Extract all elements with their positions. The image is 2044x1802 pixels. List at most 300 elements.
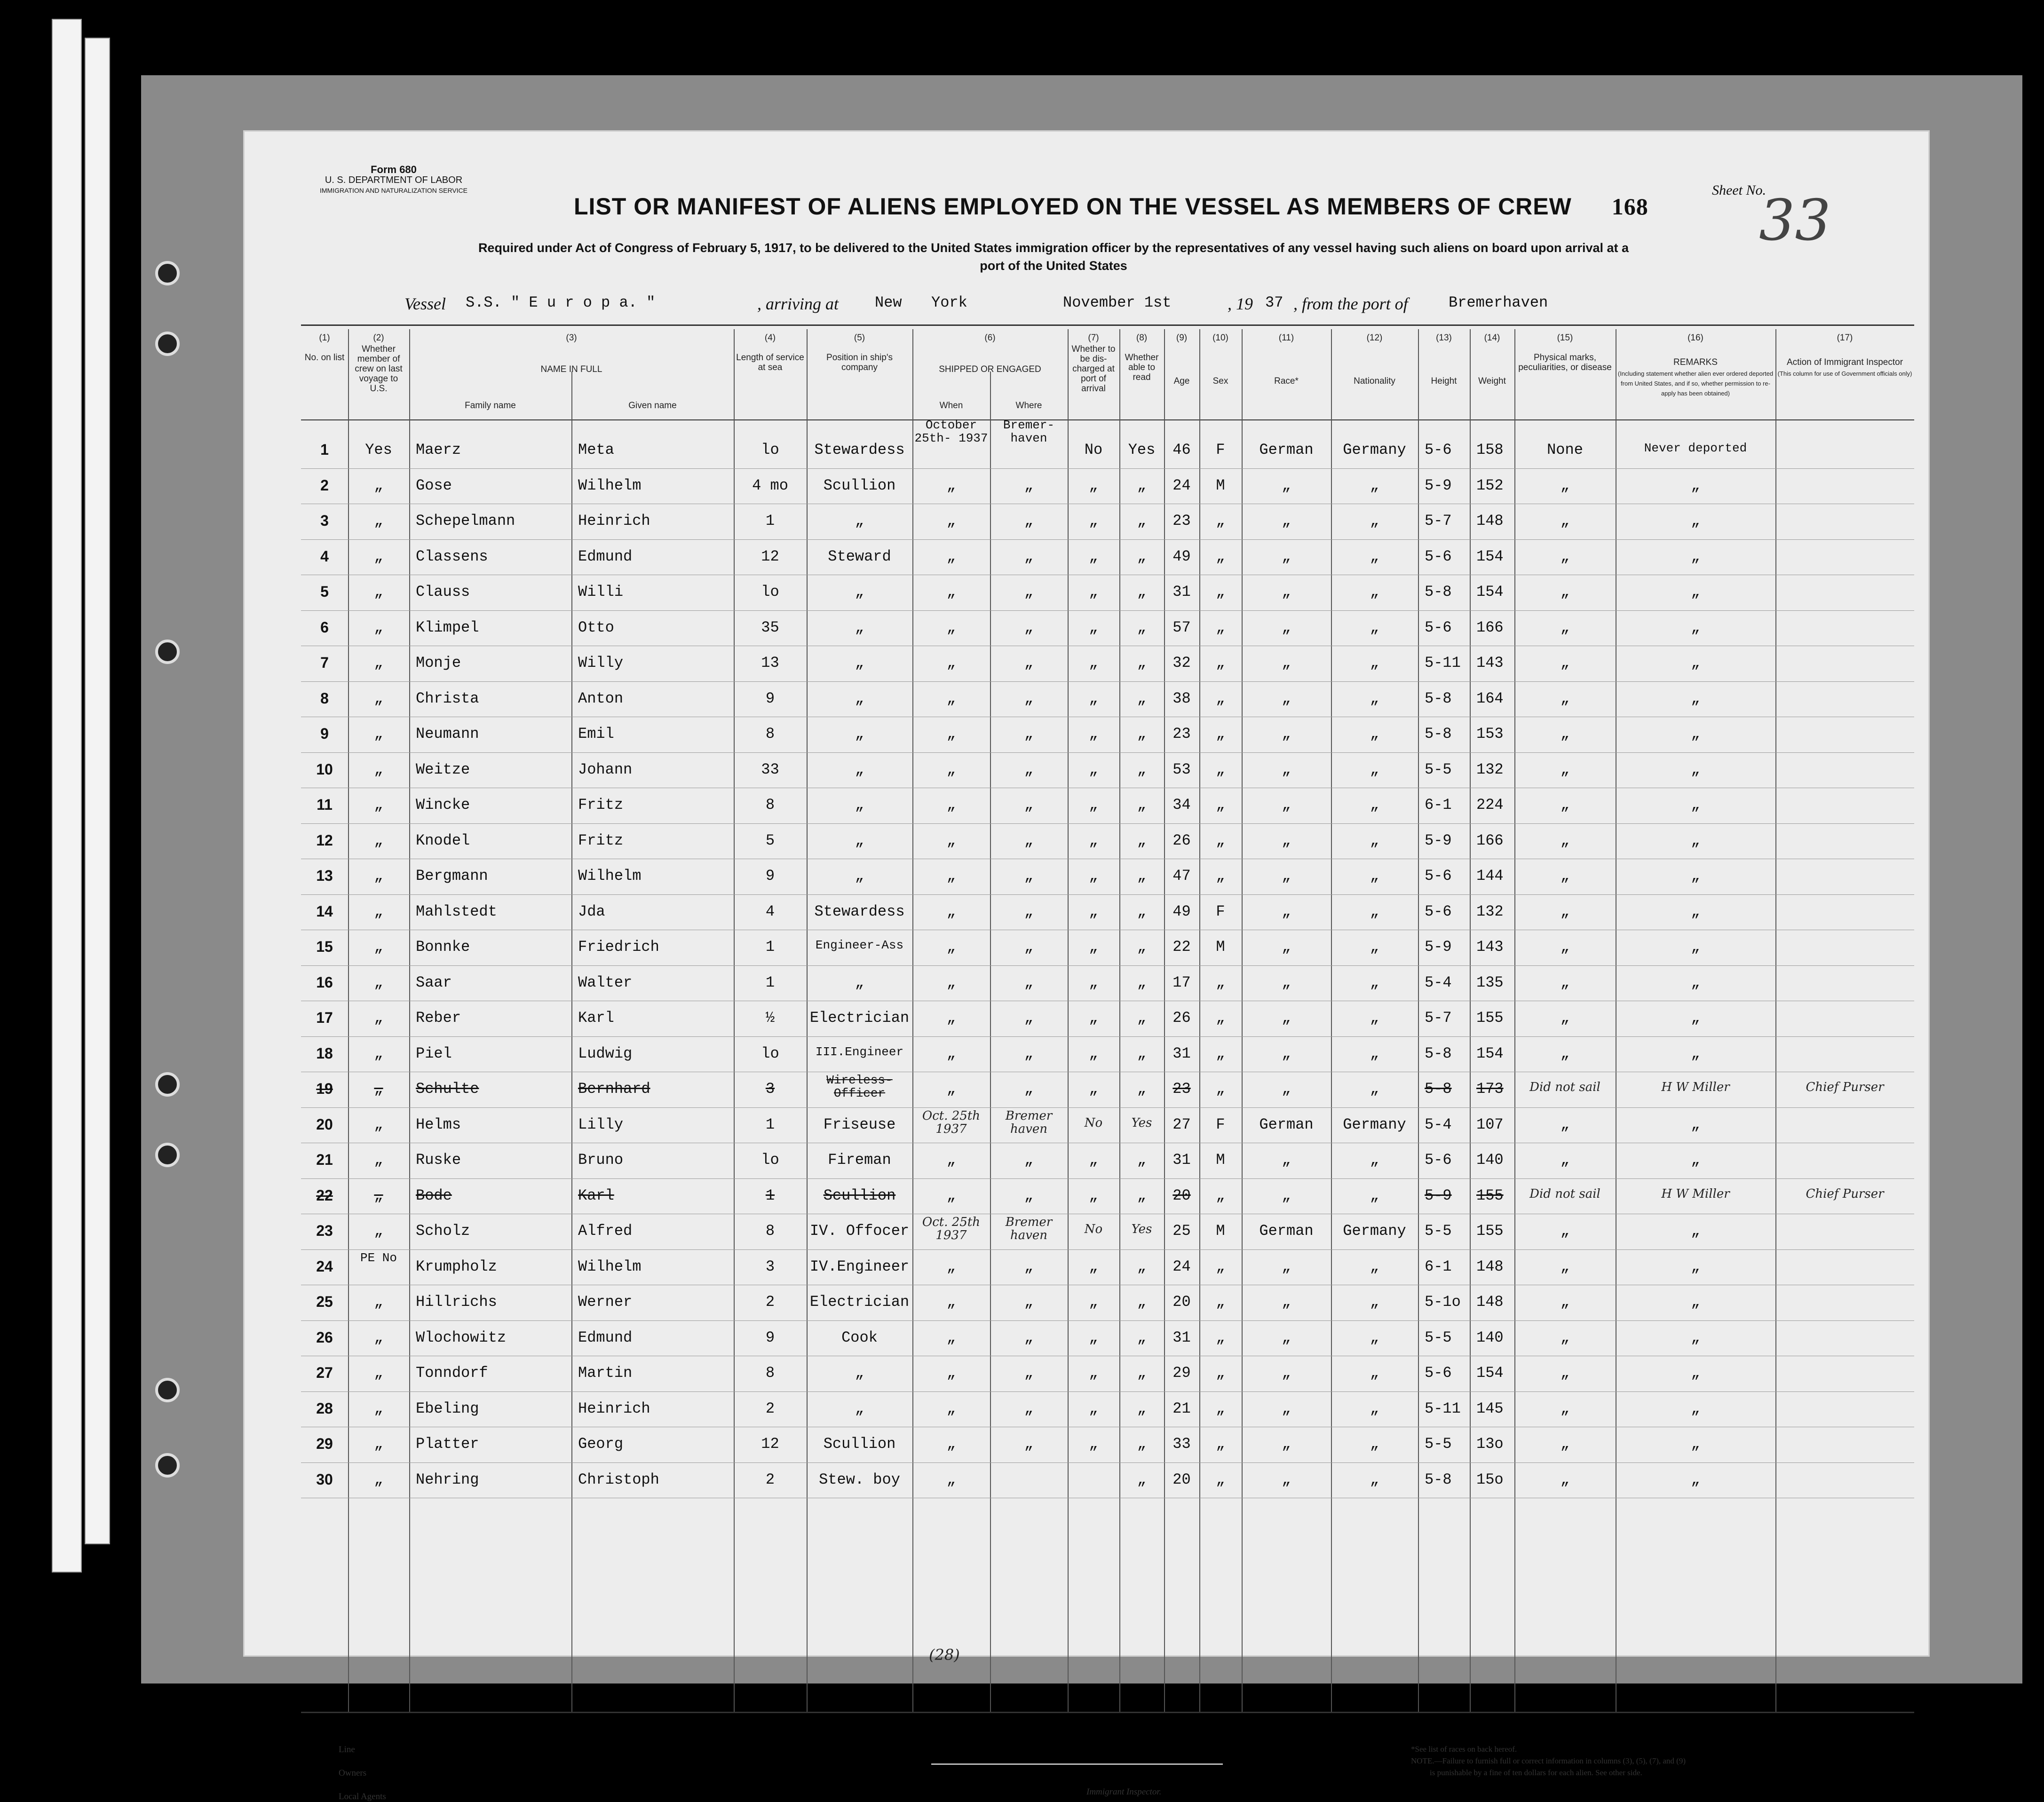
- cell-height: 5-5: [1425, 760, 1452, 778]
- cell-given: Alfred: [578, 1222, 633, 1240]
- cell-no: 5: [320, 583, 329, 600]
- cell-marks: Did not sail: [1529, 1080, 1600, 1094]
- cell-marks: „: [1560, 583, 1570, 601]
- cell-family: Ebeling: [416, 1399, 479, 1417]
- column-number-c5: (5): [854, 333, 865, 343]
- cell-age: 31: [1173, 583, 1191, 601]
- cell-age: 20: [1173, 1470, 1191, 1488]
- cell-race: German: [1259, 1222, 1314, 1240]
- cell-where: „: [1024, 725, 1034, 743]
- cell-age: 22: [1173, 938, 1191, 956]
- cell-no: 13: [316, 867, 333, 884]
- cell-weight: 148: [1476, 1293, 1504, 1311]
- cell-height: 5-9: [1425, 938, 1452, 956]
- cell-age: 23: [1173, 512, 1191, 530]
- cell-when: „: [946, 1470, 956, 1488]
- cell-read: „: [1137, 547, 1147, 565]
- cell-family: Scholz: [416, 1222, 470, 1240]
- cell-height: 5-5: [1425, 1435, 1452, 1453]
- cell-family: Saar: [416, 973, 452, 991]
- page-number: 168: [1611, 193, 1648, 220]
- cell-no: 9: [320, 725, 329, 742]
- cell-sex: „: [1216, 831, 1225, 849]
- column-label-c13: Height: [1431, 376, 1457, 386]
- footer-note-2: NOTE.—Failure to furnish full or correct information in columns (3), (5), (7), and (9): [1411, 1756, 1686, 1765]
- cell-disch: „: [1089, 476, 1098, 494]
- header-top-rule: [301, 324, 1914, 326]
- subtitle-line-2: port of the United States: [980, 259, 1127, 273]
- column-rule: [990, 371, 991, 1712]
- cell-sex: „: [1216, 760, 1225, 778]
- cell-when: „: [946, 902, 956, 920]
- cell-age: 31: [1173, 1044, 1191, 1062]
- cell-age: 49: [1173, 547, 1191, 565]
- cell-family: Clauss: [416, 583, 470, 601]
- column-label-c7: Whether to be dis-charged at port of arrival: [1071, 344, 1116, 394]
- sheet-label: Sheet No.: [1712, 182, 1766, 198]
- cell-no: 21: [316, 1151, 333, 1168]
- cell-weight: 158: [1476, 441, 1504, 458]
- cell-age: 38: [1173, 689, 1191, 707]
- cell-crew: „: [374, 938, 383, 956]
- cell-read: „: [1137, 902, 1147, 920]
- cell-sex: F: [1216, 441, 1225, 458]
- cell-crew: „: [374, 1470, 383, 1488]
- cell-service: 4 mo: [752, 476, 788, 494]
- cell-no: 20: [316, 1115, 333, 1133]
- cell-where: „: [1024, 1399, 1034, 1417]
- cell-race: „: [1282, 1044, 1291, 1062]
- title-text: LIST OR MANIFEST OF ALIENS EMPLOYED ON THE VESSEL AS MEMBERS OF CREW: [574, 193, 1572, 220]
- row-rule: [301, 468, 1914, 469]
- cell-read: „: [1137, 1009, 1147, 1027]
- cell-sex: „: [1216, 583, 1225, 601]
- cell-nat: „: [1370, 1186, 1379, 1204]
- cell-given: Friedrich: [578, 938, 659, 956]
- cell-given: Meta: [578, 441, 614, 458]
- cell-crew: „: [374, 1115, 383, 1133]
- cell-height: 5-8: [1425, 1080, 1452, 1098]
- cell-when: „: [946, 796, 956, 814]
- cell-given: Wilhelm: [578, 1257, 642, 1275]
- cell-service: 9: [765, 1328, 775, 1346]
- cell-read: „: [1137, 1293, 1147, 1311]
- cell-service: 8: [765, 1222, 775, 1240]
- cell-where: „: [1024, 1186, 1034, 1204]
- cell-height: 5-6: [1425, 1364, 1452, 1382]
- cell-where: „: [1024, 1044, 1034, 1062]
- cell-family: Bonnke: [416, 938, 470, 956]
- cell-read: „: [1137, 654, 1147, 672]
- column-number-c2: (2): [373, 333, 384, 343]
- cell-service: 1: [765, 1186, 775, 1204]
- cell-marks: „: [1560, 1435, 1570, 1453]
- cell-family: Piel: [416, 1044, 452, 1062]
- column-number-c10: (10): [1212, 333, 1228, 343]
- footer-inspector: Immigrant Inspector.: [1086, 1787, 1162, 1797]
- cell-where: „: [1024, 1364, 1034, 1382]
- cell-race: „: [1282, 1186, 1291, 1204]
- cell-age: 57: [1173, 618, 1191, 636]
- cell-nat: „: [1370, 1435, 1379, 1453]
- cell-position: „: [855, 583, 864, 601]
- cell-marks: „: [1560, 973, 1570, 991]
- cell-sex: „: [1216, 547, 1225, 565]
- cell-disch: „: [1089, 1364, 1098, 1382]
- column-label-c3: NAME IN FULL: [540, 364, 602, 374]
- cell-sex: „: [1216, 618, 1225, 636]
- cell-when: „: [946, 973, 956, 991]
- cell-family: Platter: [416, 1435, 479, 1453]
- cell-weight: 155: [1476, 1009, 1504, 1027]
- cell-nat: „: [1370, 1009, 1379, 1027]
- cell-where: „: [1024, 796, 1034, 814]
- cell-marks: „: [1560, 1151, 1570, 1169]
- cell-service: 1: [765, 512, 775, 530]
- cell-given: Heinrich: [578, 512, 650, 530]
- arrival-city-1: New: [875, 294, 902, 311]
- footer-agents: Local Agents: [339, 1792, 386, 1802]
- cell-service: 8: [765, 725, 775, 743]
- cell-height: 5-7: [1425, 512, 1452, 530]
- cell-no: 3: [320, 512, 329, 529]
- cell-position: Scullion: [823, 476, 896, 494]
- cell-position: Stew. boy: [819, 1470, 900, 1488]
- cell-where: „: [1024, 689, 1034, 707]
- cell-service: 13: [761, 654, 779, 672]
- cell-disch: „: [1089, 1328, 1098, 1346]
- cell-when: „: [946, 831, 956, 849]
- cell-given: Fritz: [578, 796, 624, 814]
- cell-age: 27: [1173, 1115, 1191, 1133]
- cell-read: „: [1137, 1435, 1147, 1453]
- cell-age: 20: [1173, 1186, 1191, 1204]
- cell-family: Monje: [416, 654, 461, 672]
- cell-age: 53: [1173, 760, 1191, 778]
- cell-race: „: [1282, 654, 1291, 672]
- cell-service: 35: [761, 618, 779, 636]
- cell-remarks: „: [1691, 1470, 1700, 1488]
- cell-height: 5-8: [1425, 725, 1452, 743]
- cell-remarks: „: [1691, 1293, 1700, 1311]
- cell-disch: „: [1089, 1151, 1098, 1169]
- row-rule: [301, 894, 1914, 895]
- cell-disch: „: [1089, 725, 1098, 743]
- cell-given: Edmund: [578, 547, 633, 565]
- cell-race: „: [1282, 689, 1291, 707]
- cell-weight: 143: [1476, 938, 1504, 956]
- cell-remarks: „: [1691, 902, 1700, 920]
- cell-height: 5-5: [1425, 1222, 1452, 1240]
- cell-where: „: [1024, 760, 1034, 778]
- cell-remarks: „: [1691, 1328, 1700, 1346]
- cell-disch: „: [1089, 654, 1098, 672]
- binder-hole: [155, 640, 180, 664]
- cell-given: Bruno: [578, 1151, 624, 1169]
- cell-given: Anton: [578, 689, 624, 707]
- cell-age: 31: [1173, 1151, 1191, 1169]
- column-rule: [571, 371, 572, 1712]
- cell-crew: „: [374, 1435, 383, 1453]
- column-number-c14: (14): [1484, 333, 1500, 343]
- cell-sex: M: [1216, 938, 1225, 956]
- cell-race: „: [1282, 583, 1291, 601]
- cell-no: 10: [316, 760, 333, 778]
- cell-when: „: [946, 938, 956, 956]
- cell-race: „: [1282, 512, 1291, 530]
- cell-service: 2: [765, 1399, 775, 1417]
- cell-age: 33: [1173, 1435, 1191, 1453]
- cell-age: 26: [1173, 1009, 1191, 1027]
- cell-read: „: [1137, 1080, 1147, 1098]
- column-note-c16: (Including statement whether alien ever ordered deported from United States, and if so, whether permission to re-apply has been obtained): [1617, 370, 1774, 397]
- cell-nat: „: [1370, 1470, 1379, 1488]
- cell-height: 5-6: [1425, 867, 1452, 885]
- cell-sex: M: [1216, 1151, 1225, 1169]
- cell-marks: „: [1560, 476, 1570, 494]
- cell-weight: 132: [1476, 902, 1504, 920]
- cell-read: „: [1137, 1044, 1147, 1062]
- cell-remarks: „: [1691, 476, 1700, 494]
- cell-height: 5-11: [1425, 1399, 1461, 1417]
- cell-marks: „: [1560, 618, 1570, 636]
- cell-nat: „: [1370, 547, 1379, 565]
- arrival-date: November 1st: [1063, 294, 1172, 311]
- cell-disch: „: [1089, 618, 1098, 636]
- cell-where: „: [1024, 867, 1034, 885]
- cell-position: „: [855, 867, 864, 885]
- subtitle: [357, 239, 1750, 275]
- cell-age: 26: [1173, 831, 1191, 849]
- cell-nat: Germany: [1343, 1222, 1406, 1240]
- column-label-c6: SHIPPED OR ENGAGED: [939, 364, 1041, 374]
- cell-race: „: [1282, 1399, 1291, 1417]
- cell-age: 29: [1173, 1364, 1191, 1382]
- cell-nat: „: [1370, 831, 1379, 849]
- cell-sex: M: [1216, 476, 1225, 494]
- footer-line: Line: [339, 1745, 355, 1755]
- cell-age: 24: [1173, 476, 1191, 494]
- cell-age: 25: [1173, 1222, 1191, 1240]
- cell-age: 49: [1173, 902, 1191, 920]
- cell-remarks: „: [1691, 654, 1700, 672]
- cell-read: „: [1137, 1186, 1147, 1204]
- cell-crew: PE No: [360, 1250, 397, 1265]
- cell-disch: „: [1089, 1044, 1098, 1062]
- cell-where: „: [1024, 1080, 1034, 1098]
- cell-no: 25: [316, 1293, 333, 1310]
- cell-service: 9: [765, 867, 775, 885]
- cell-height: 6-1: [1425, 1257, 1452, 1275]
- cell-when: Oct. 25th 1937: [922, 1108, 981, 1136]
- cell-weight: 164: [1476, 689, 1504, 707]
- cell-read: „: [1137, 938, 1147, 956]
- cell-given: Otto: [578, 618, 614, 636]
- cell-service: 12: [761, 1435, 779, 1453]
- cell-when: „: [946, 1044, 956, 1062]
- cell-height: 5-1o: [1425, 1293, 1461, 1311]
- row-rule: [301, 1249, 1914, 1250]
- cell-remarks: „: [1691, 1399, 1700, 1417]
- cell-nat: Germany: [1343, 1115, 1406, 1133]
- cell-age: 17: [1173, 973, 1191, 991]
- cell-family: Neumann: [416, 725, 479, 743]
- cell-crew: „: [374, 1151, 383, 1169]
- cell-remarks: „: [1691, 1435, 1700, 1453]
- cell-when: „: [946, 476, 956, 494]
- column-label-c8: Whether able to read: [1125, 353, 1159, 382]
- cell-given: Lilly: [578, 1115, 624, 1133]
- cell-weight: 154: [1476, 547, 1504, 565]
- cell-remarks: „: [1691, 796, 1700, 814]
- cell-position: Scullion: [823, 1186, 896, 1204]
- cell-family: Classens: [416, 547, 488, 565]
- cell-race: „: [1282, 796, 1291, 814]
- cell-when: „: [946, 867, 956, 885]
- cell-position: „: [855, 618, 864, 636]
- cell-remarks: „: [1691, 867, 1700, 885]
- cell-read: „: [1137, 1470, 1147, 1488]
- cell-marks: „: [1560, 1257, 1570, 1275]
- cell-crew: „: [374, 1186, 383, 1204]
- cell-disch: „: [1089, 796, 1098, 814]
- cell-where: „: [1024, 654, 1034, 672]
- cell-marks: None: [1547, 441, 1583, 458]
- cell-crew: „: [374, 902, 383, 920]
- cell-family: Christa: [416, 689, 479, 707]
- cell-marks: „: [1560, 867, 1570, 885]
- cell-family: Maerz: [416, 441, 461, 458]
- column-number-c12: (12): [1366, 333, 1383, 343]
- cell-no: 18: [316, 1044, 333, 1062]
- cell-service: lo: [761, 441, 779, 458]
- cell-read: „: [1137, 760, 1147, 778]
- cell-weight: 140: [1476, 1328, 1504, 1346]
- cell-family: Weitze: [416, 760, 470, 778]
- cell-action: Chief Purser: [1806, 1080, 1884, 1094]
- footer-note-1: *See list of races on back hereof.: [1411, 1745, 1517, 1754]
- column-label-c16: REMARKS: [1673, 357, 1718, 367]
- cell-height: 5-9: [1425, 1186, 1452, 1204]
- cell-service: lo: [761, 1044, 779, 1062]
- cell-disch: No: [1084, 441, 1103, 458]
- cell-nat: „: [1370, 512, 1379, 530]
- cell-family: Helms: [416, 1115, 461, 1133]
- cell-given: Bernhard: [578, 1080, 650, 1098]
- cell-weight: 166: [1476, 831, 1504, 849]
- cell-family: Schepelmann: [416, 512, 515, 530]
- cell-height: 5-6: [1425, 1151, 1452, 1169]
- cell-service: 33: [761, 760, 779, 778]
- column-label-c10: Sex: [1212, 376, 1228, 386]
- cell-when: „: [946, 1009, 956, 1027]
- cell-crew: „: [374, 1222, 383, 1240]
- cell-remarks: „: [1691, 973, 1700, 991]
- cell-height: 5-8: [1425, 1470, 1452, 1488]
- cell-nat: „: [1370, 1364, 1379, 1382]
- cell-crew: „: [374, 831, 383, 849]
- cell-height: 6-1: [1425, 796, 1452, 814]
- cell-given: Karl: [578, 1186, 614, 1204]
- cell-marks: „: [1560, 512, 1570, 530]
- cell-when: „: [946, 725, 956, 743]
- cell-race: German: [1259, 1115, 1314, 1133]
- cell-position: Steward: [828, 547, 891, 565]
- table-bottom-rule: [301, 1712, 1914, 1713]
- cell-read: Yes: [1131, 1115, 1152, 1130]
- cell-height: 5-7: [1425, 1009, 1452, 1027]
- cell-service: lo: [761, 1151, 779, 1169]
- cell-race: „: [1282, 618, 1291, 636]
- row-rule: [301, 1107, 1914, 1108]
- cell-race: „: [1282, 902, 1291, 920]
- cell-disch: „: [1089, 902, 1098, 920]
- cell-sex: „: [1216, 867, 1225, 885]
- cell-position: „: [855, 973, 864, 991]
- cell-crew: „: [374, 1044, 383, 1062]
- header-bottom-rule: [301, 419, 1914, 420]
- binder-hole: [155, 1143, 180, 1167]
- cell-given: Georg: [578, 1435, 624, 1453]
- cell-family: Schulte: [416, 1080, 479, 1098]
- cell-service: 8: [765, 796, 775, 814]
- cell-given: Fritz: [578, 831, 624, 849]
- cell-given: Edmund: [578, 1328, 633, 1346]
- cell-remarks: „: [1691, 938, 1700, 956]
- row-rule: [301, 681, 1914, 682]
- cell-remarks: „: [1691, 1151, 1700, 1169]
- cell-remarks: „: [1691, 583, 1700, 601]
- cell-service: 8: [765, 1364, 775, 1382]
- cell-no: 1: [320, 441, 329, 458]
- cell-marks: „: [1560, 938, 1570, 956]
- cell-nat: „: [1370, 760, 1379, 778]
- cell-position: „: [855, 654, 864, 672]
- cell-disch: „: [1089, 689, 1098, 707]
- cell-marks: „: [1560, 1115, 1570, 1133]
- cell-where: „: [1024, 938, 1034, 956]
- cell-weight: 148: [1476, 512, 1504, 530]
- cell-when: „: [946, 583, 956, 601]
- cell-where: „: [1024, 902, 1034, 920]
- row-rule: [301, 610, 1914, 611]
- cell-marks: „: [1560, 654, 1570, 672]
- cell-crew: „: [374, 689, 383, 707]
- cell-race: „: [1282, 1080, 1291, 1098]
- cell-sex: F: [1216, 902, 1225, 920]
- cell-weight: 224: [1476, 796, 1504, 814]
- cell-position: Cook: [841, 1328, 878, 1346]
- column-sub-c3-a: Family name: [465, 401, 516, 411]
- cell-position: „: [855, 796, 864, 814]
- cell-race: „: [1282, 1293, 1291, 1311]
- cell-service: 5: [765, 831, 775, 849]
- cell-remarks: „: [1691, 618, 1700, 636]
- cell-given: Wilhelm: [578, 867, 642, 885]
- cell-remarks: „: [1691, 1044, 1700, 1062]
- cell-weight: 154: [1476, 1044, 1504, 1062]
- cell-sex: „: [1216, 689, 1225, 707]
- cell-age: 23: [1173, 1080, 1191, 1098]
- cell-weight: 152: [1476, 476, 1504, 494]
- cell-where: „: [1024, 476, 1034, 494]
- cell-marks: „: [1560, 796, 1570, 814]
- cell-age: 20: [1173, 1293, 1191, 1311]
- cell-nat: „: [1370, 618, 1379, 636]
- cell-race: „: [1282, 1364, 1291, 1382]
- cell-weight: 155: [1476, 1186, 1504, 1204]
- cell-where: „: [1024, 1257, 1034, 1275]
